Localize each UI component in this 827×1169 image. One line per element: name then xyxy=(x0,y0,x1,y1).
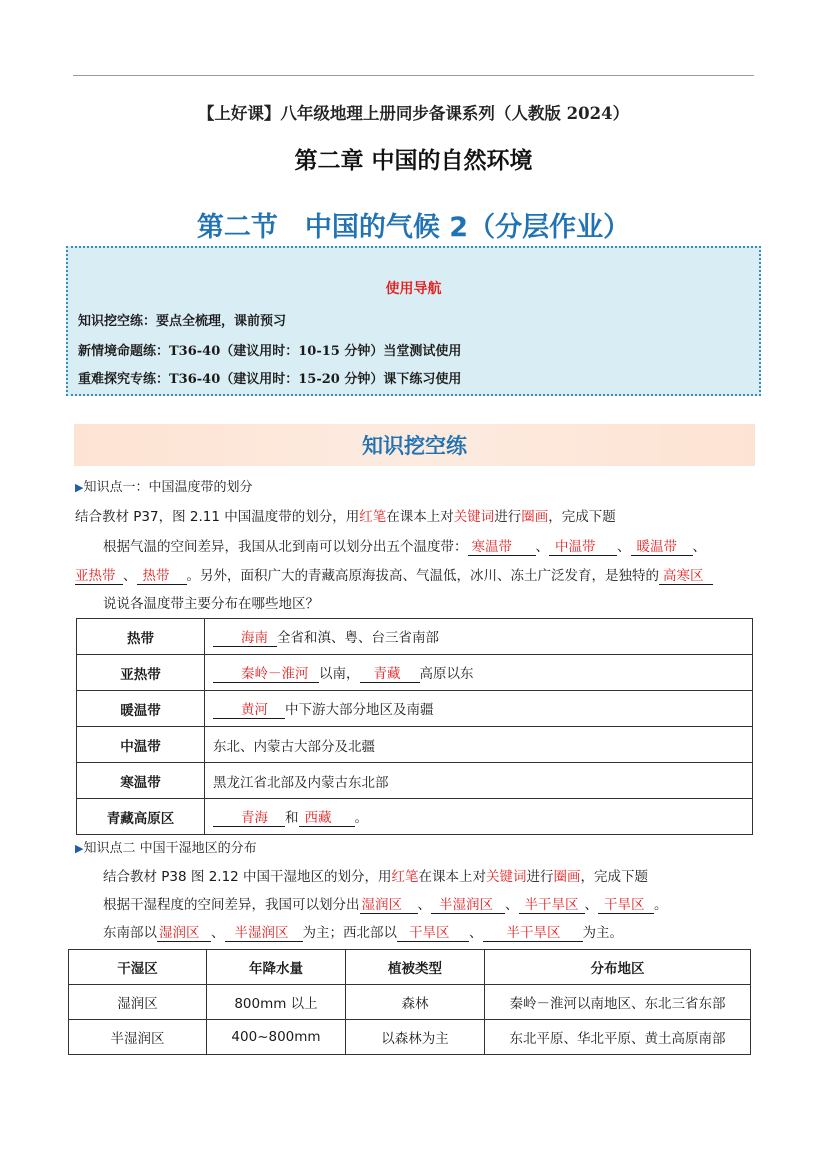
table-cell: 东北平原、华北平原、黄土高原南部 xyxy=(485,1020,751,1055)
answer-blank: 干旱区 xyxy=(397,925,469,942)
kp1-paragraph-2: 亚热带 、 热带 。另外，面积广大的青藏高原海拔高、气温低，冰川、冻土广泛发育，是独特的 高寒区 xyxy=(75,564,713,585)
answer-blank: 中温带 xyxy=(549,539,617,556)
table-header-cell: 年降水量 xyxy=(207,950,346,985)
table-row xyxy=(77,619,753,655)
knowledge-point-2-heading xyxy=(75,837,257,856)
kp2-paragraph-2: 东南部以 湿润区 、 半湿润区 为主；西北部以 干旱区 、 半干旱区 为主。 xyxy=(103,925,623,941)
section-title: 第二节 中国的气候 2（分层作业） xyxy=(196,212,631,243)
answer-blank: 暖温带 xyxy=(631,539,693,556)
temperature-zone-table xyxy=(76,618,753,835)
answer-blank: 半湿润区 xyxy=(225,925,303,942)
table-row xyxy=(77,655,753,691)
table-cell-value: 秦岭－淮河 以南， 青藏 高原以东 xyxy=(205,655,753,691)
nav-title: 使用导航 xyxy=(385,281,442,297)
table-cell-value: 黑龙江省北部及内蒙古东北部 xyxy=(205,763,753,799)
table-row xyxy=(69,985,751,1020)
table-row xyxy=(77,727,753,763)
dry-wet-region-table xyxy=(68,949,751,1055)
table-cell: 半湿润区 xyxy=(69,1020,207,1055)
answer-blank: 湿润区 xyxy=(360,897,418,914)
answer-blank: 高寒区 xyxy=(659,568,713,585)
chapter-title: 第二章 中国的自然环境 xyxy=(294,148,533,174)
answer-blank: 半湿润区 xyxy=(431,897,505,914)
table-header-cell: 植被类型 xyxy=(346,950,485,985)
answer-blank: 半干旱区 xyxy=(483,925,583,942)
kp2-paragraph-1: 根据干湿程度的空间差异，我国可以划分出 湿润区 、 半湿润区 、 半干旱区 、 干旱区 。 xyxy=(103,897,668,913)
answer-blank: 寒温带 xyxy=(468,539,536,556)
table-cell-value: 海南 全省和滇、粤、台三省南部 xyxy=(205,619,753,655)
table-cell: 以森林为主 xyxy=(346,1020,485,1055)
kp1-intro: 结合教材 P37，图 2.11 中国温度带的划分，用红笔在课本上对关键词进行圈画，完成下题 xyxy=(75,509,616,525)
table-cell: 800mm 以上 xyxy=(207,985,346,1020)
table-cell-label: 热带 xyxy=(77,619,205,655)
answer-blank: 干旱区 xyxy=(598,897,654,914)
kp2-intro: 结合教材 P38 图 2.12 中国干湿地区的划分，用红笔在课本上对关键词进行圈画，完成下题 xyxy=(103,869,649,885)
table-row xyxy=(77,691,753,727)
table-cell-value: 东北、内蒙古大部分及北疆 xyxy=(205,727,753,763)
usage-navigation-box xyxy=(66,246,761,396)
table-cell-label: 暖温带 xyxy=(77,691,205,727)
answer-blank: 湿润区 xyxy=(157,925,211,942)
table-row xyxy=(69,1020,751,1055)
table-header-cell: 分布地区 xyxy=(485,950,751,985)
answer-blank: 亚热带 xyxy=(75,568,123,585)
table-header-row xyxy=(69,950,751,985)
table-cell-value: 黄河 中下游大部分地区及南疆 xyxy=(205,691,753,727)
table-cell-value: 青海 和 西藏 。 xyxy=(205,799,753,835)
table-cell: 400~800mm xyxy=(207,1020,346,1055)
table-cell: 森林 xyxy=(346,985,485,1020)
kp-title: 知识点一：中国温度带的划分 xyxy=(83,480,253,495)
kp1-question: 说说各温度带主要分布在哪些地区？ xyxy=(103,596,319,612)
table-row xyxy=(77,763,753,799)
nav-line: 知识挖空练：要点全梳理，课前预习 xyxy=(78,314,287,329)
header-rule xyxy=(73,75,754,76)
table-cell-label: 寒温带 xyxy=(77,763,205,799)
nav-line: 重难探究专练：T36-40（建议用时：15-20 分钟）课下练习使用 xyxy=(78,372,462,387)
triangle-bullet-icon: ▶ xyxy=(75,481,84,494)
table-cell: 湿润区 xyxy=(69,985,207,1020)
table-cell: 秦岭－淮河以南地区、东北三省东部 xyxy=(485,985,751,1020)
answer-blank: 热带 xyxy=(137,568,187,585)
kp-title: 知识点二 中国干湿地区的分布 xyxy=(83,841,257,856)
table-cell-label: 青藏高原区 xyxy=(77,799,205,835)
table-header-cell: 干湿区 xyxy=(69,950,207,985)
table-cell-label: 中温带 xyxy=(77,727,205,763)
table-cell-label: 亚热带 xyxy=(77,655,205,691)
knowledge-point-1-heading xyxy=(75,476,252,495)
table-row xyxy=(77,799,753,835)
nav-line: 新情境命题练：T36-40（建议用时：10-15 分钟）当堂测试使用 xyxy=(78,344,462,359)
kp1-paragraph-1: 根据气温的空间差异，我国从北到南可以划分出五个温度带： 寒温带 、 中温带 、 暖温带 、 xyxy=(103,539,706,555)
section-banner: 知识挖空练 xyxy=(74,424,755,466)
series-header: 【上好课】八年级地理上册同步备课系列（人教版 2024） xyxy=(197,104,630,123)
triangle-bullet-icon: ▶ xyxy=(75,842,84,855)
answer-blank: 半干旱区 xyxy=(519,897,585,914)
